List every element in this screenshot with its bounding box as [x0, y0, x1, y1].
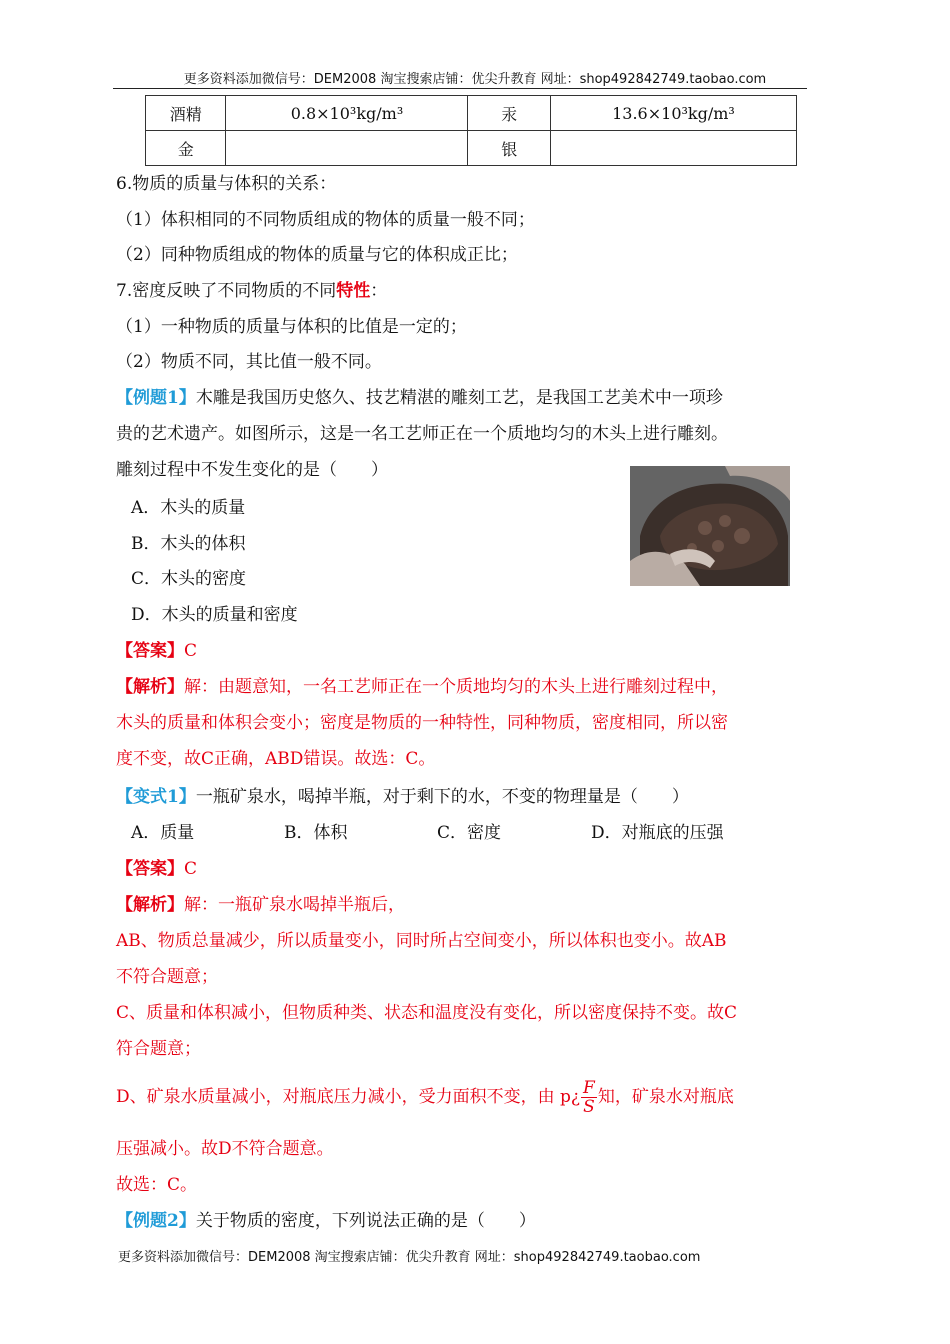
variant1-analysis-5: 符合题意；	[116, 1039, 201, 1059]
variant1-answer	[116, 859, 197, 879]
variant1-analysis-4: C、质量和体积减小，但物质种类、状态和温度没有变化，所以密度保持不变。故C	[116, 1003, 738, 1023]
example1-question-line-1	[116, 388, 723, 408]
table-row	[146, 131, 797, 166]
answer-value: C	[184, 641, 198, 661]
table-cell: 金	[146, 131, 226, 166]
table-row	[146, 96, 797, 131]
fraction-denominator: S	[583, 1097, 595, 1117]
header-divider	[113, 88, 807, 89]
variant1-question-text: 一瓶矿泉水，喝掉半瓶，对于剩下的水，不变的物理量是（ ）	[195, 787, 689, 807]
example1-text-1: 木雕是我国历史悠久、技艺精湛的雕刻工艺，是我国工艺美术中一项珍	[195, 388, 723, 408]
variant1-option-c: C．密度	[437, 823, 502, 843]
answer-tag: 【答案】	[116, 859, 184, 879]
page-header: 更多资料添加微信号：DEM2008 淘宝搜索店铺：优尖升教育 网址：shop492842749.taobao.com	[183, 72, 767, 87]
section7-item-2: （2）物质不同，其比值一般不同。	[116, 352, 382, 372]
section7-title	[116, 281, 387, 301]
table-cell	[226, 131, 468, 166]
example1-option-c: C．木头的密度	[131, 569, 247, 589]
fraction-numerator: F	[583, 1078, 595, 1098]
example2-question-text: 关于物质的密度，下列说法正确的是（ ）	[195, 1211, 536, 1231]
section6-item-1: （1）体积相同的不同物质组成的物体的质量一般不同；	[116, 210, 535, 230]
analysis-text: 解：由题意知，一名工艺师正在一个质地均匀的木头上进行雕刻过程中，	[184, 677, 728, 697]
table-cell: 汞	[468, 96, 550, 131]
example1-analysis-2: 木头的质量和体积会变小；密度是物质的一种特性，同种物质，密度相同，所以密	[116, 713, 728, 733]
table-cell: 银	[468, 131, 550, 166]
table-cell	[550, 131, 796, 166]
variant1-conclusion: 故选：C。	[116, 1175, 198, 1195]
example2-question	[116, 1211, 536, 1231]
variant1-analysis-6	[116, 1079, 734, 1116]
analysis-text: D、矿泉水质量减小，对瓶底压力减小，受力面积不变，由 p¿	[116, 1087, 581, 1107]
variant1-analysis-2: AB、物质总量减少，所以质量变小，同时所占空间变小，所以体积也变小。故AB	[116, 931, 727, 951]
analysis-text: 知，矿泉水对瓶底	[597, 1087, 734, 1107]
variant1-analysis-7: 压强减小。故D不符合题意。	[116, 1139, 334, 1159]
example2-tag: 【例题2】	[116, 1211, 196, 1231]
table-cell: 酒精	[146, 96, 226, 131]
page-footer: 更多资料添加微信号：DEM2008 淘宝搜索店铺：优尖升教育 网址：shop492842749.taobao.com	[118, 1250, 701, 1265]
answer-tag: 【答案】	[116, 641, 184, 661]
section6-item-2: （2）同种物质组成的物体的质量与它的体积成正比；	[116, 245, 518, 265]
section6-title: 6.物质的质量与体积的关系：	[116, 174, 337, 194]
density-table	[145, 95, 797, 166]
variant1-tag: 【变式1】	[116, 787, 196, 807]
wood-carving-photo	[630, 466, 790, 586]
variant1-analysis-3: 不符合题意；	[116, 967, 218, 987]
example1-question-line-2: 贵的艺术遗产。如图所示，这是一名工艺师正在一个质地均匀的木头上进行雕刻。	[116, 424, 728, 444]
example1-option-d: D．木头的质量和密度	[131, 605, 298, 625]
variant1-option-a: A．质量	[131, 823, 195, 843]
example1-analysis-3: 度不变，故C正确，ABD错误。故选：C。	[116, 749, 436, 769]
analysis-tag: 【解析】	[116, 895, 184, 915]
answer-value: C	[184, 859, 198, 879]
analysis-tag: 【解析】	[116, 677, 184, 697]
variant1-question	[116, 787, 689, 807]
section7-item-1: （1）一种物质的质量与体积的比值是一定的；	[116, 317, 467, 337]
table-cell: 13.6×10³kg/m³	[550, 96, 796, 131]
example1-tag: 【例题1】	[116, 388, 196, 408]
example1-option-b: B．木头的体积	[131, 534, 246, 554]
variant1-option-b: B．体积	[284, 823, 348, 843]
table-cell: 0.8×10³kg/m³	[226, 96, 468, 131]
variant1-option-d: D．对瓶底的压强	[591, 823, 724, 843]
variant1-analysis-1	[116, 895, 405, 915]
example1-option-a: A．木头的质量	[131, 498, 246, 518]
pressure-formula-fraction	[581, 1079, 597, 1116]
example1-answer	[116, 641, 197, 661]
analysis-text: 解：一瓶矿泉水喝掉半瓶后，	[184, 895, 405, 915]
example1-analysis-1	[116, 677, 728, 697]
section7-title-prefix: 7.密度反映了不同物质的不同	[116, 281, 337, 301]
section7-title-suffix: ：	[370, 281, 388, 301]
section7-title-emphasis: 特性	[336, 281, 371, 301]
wood-carving-illustration	[630, 466, 790, 586]
example1-question-line-3: 雕刻过程中不发生变化的是（ ）	[116, 460, 388, 480]
